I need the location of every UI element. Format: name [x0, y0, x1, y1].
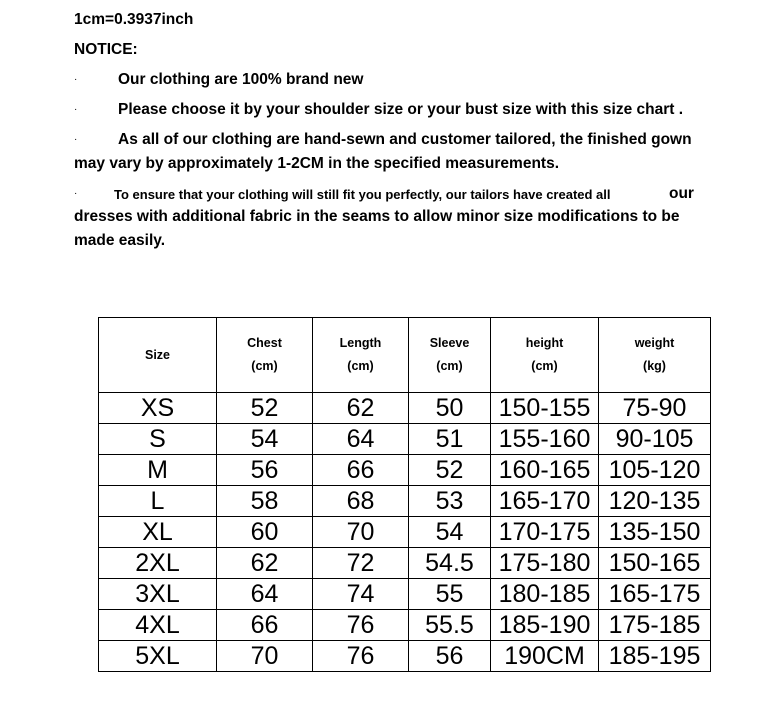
cell-sleeve: 54.5 [409, 548, 491, 579]
header-length-unit: (cm) [347, 359, 374, 373]
cell-length: 72 [313, 548, 409, 579]
header-sleeve-label: Sleeve [429, 336, 470, 350]
header-sleeve [409, 318, 491, 393]
cell-height: 175-180 [491, 548, 599, 579]
cell-height: 155-160 [491, 424, 599, 455]
table-row [99, 393, 711, 424]
header-size-label: Size [144, 347, 170, 362]
bullet: · [74, 134, 78, 145]
cell-chest: 64 [217, 579, 313, 610]
cell-chest: 52 [217, 393, 313, 424]
cell-weight: 75-90 [599, 393, 711, 424]
notice-item-4-text-line1-end: our [669, 185, 694, 202]
cell-weight: 175-185 [599, 610, 711, 641]
table-row [99, 486, 711, 517]
header-height-label: height [525, 336, 564, 350]
notice-title: NOTICE: [74, 41, 138, 58]
cell-length: 76 [313, 610, 409, 641]
cell-chest: 70 [217, 641, 313, 672]
header-height-unit: (cm) [531, 359, 558, 373]
header-sleeve-unit: (cm) [436, 359, 463, 373]
table-row [99, 455, 711, 486]
cell-sleeve: 52 [409, 455, 491, 486]
table-row [99, 517, 711, 548]
notice-item-1-text: Our clothing are 100% brand new [118, 71, 364, 88]
bullet: · [74, 74, 78, 85]
cell-height: 150-155 [491, 393, 599, 424]
cell-weight: 120-135 [599, 486, 711, 517]
cell-size: S [99, 424, 217, 455]
cell-size: XS [99, 393, 217, 424]
header-length [313, 318, 409, 393]
table-row [99, 548, 711, 579]
cell-chest: 66 [217, 610, 313, 641]
cell-length: 66 [313, 455, 409, 486]
size-chart-table [98, 317, 711, 672]
cell-sleeve: 50 [409, 393, 491, 424]
header-size [99, 318, 217, 393]
conversion-text: 1cm=0.3937inch [74, 11, 194, 28]
cell-length: 68 [313, 486, 409, 517]
cell-length: 64 [313, 424, 409, 455]
header-chest [217, 318, 313, 393]
cell-height: 190CM [491, 641, 599, 672]
notice-item-3-text-line1: As all of our clothing are hand-sewn and customer tailored, the finished gown [118, 131, 692, 148]
cell-size: 3XL [99, 579, 217, 610]
cell-chest: 58 [217, 486, 313, 517]
cell-height: 185-190 [491, 610, 599, 641]
cell-size: 4XL [99, 610, 217, 641]
table-row [99, 610, 711, 641]
cell-chest: 62 [217, 548, 313, 579]
notice-item-4-text-line2: dresses with additional fabric in the seams to allow minor size modifications to be [74, 208, 680, 225]
table-row [99, 424, 711, 455]
cell-chest: 54 [217, 424, 313, 455]
cell-chest: 56 [217, 455, 313, 486]
cell-weight: 105-120 [599, 455, 711, 486]
cell-weight: 185-195 [599, 641, 711, 672]
cell-sleeve: 55 [409, 579, 491, 610]
cell-sleeve: 54 [409, 517, 491, 548]
header-weight [599, 318, 711, 393]
cell-chest: 60 [217, 517, 313, 548]
cell-size: 5XL [99, 641, 217, 672]
cell-height: 160-165 [491, 455, 599, 486]
cell-height: 180-185 [491, 579, 599, 610]
bullet: · [74, 188, 78, 199]
cell-sleeve: 51 [409, 424, 491, 455]
cell-length: 74 [313, 579, 409, 610]
cell-length: 70 [313, 517, 409, 548]
table-row [99, 579, 711, 610]
notice-item-3-text-line2: may vary by approximately 1-2CM in the specified measurements. [74, 155, 559, 172]
cell-size: L [99, 486, 217, 517]
cell-height: 165-170 [491, 486, 599, 517]
header-weight-unit: (kg) [643, 359, 666, 373]
cell-sleeve: 56 [409, 641, 491, 672]
notice-item-2-text: Please choose it by your shoulder size or your bust size with this size chart . [118, 101, 684, 118]
header-chest-unit: (cm) [251, 359, 278, 373]
header-length-label: Length [339, 336, 382, 350]
cell-weight: 165-175 [599, 579, 711, 610]
notice-item-4-text-line3: made easily. [74, 232, 166, 249]
table-row [99, 641, 711, 672]
cell-height: 170-175 [491, 517, 599, 548]
cell-sleeve: 53 [409, 486, 491, 517]
cell-size: M [99, 455, 217, 486]
header-weight-label: weight [634, 336, 675, 350]
cell-size: XL [99, 517, 217, 548]
cell-weight: 150-165 [599, 548, 711, 579]
bullet: · [74, 104, 78, 115]
cell-length: 76 [313, 641, 409, 672]
cell-sleeve: 55.5 [409, 610, 491, 641]
table-header-row [99, 318, 711, 393]
cell-length: 62 [313, 393, 409, 424]
cell-size: 2XL [99, 548, 217, 579]
cell-weight: 135-150 [599, 517, 711, 548]
header-chest-label: Chest [247, 336, 282, 350]
header-height [491, 318, 599, 393]
notice-item-4-text-line1: To ensure that your clothing will still fit you perfectly, our tailors have created all [114, 187, 611, 202]
cell-weight: 90-105 [599, 424, 711, 455]
